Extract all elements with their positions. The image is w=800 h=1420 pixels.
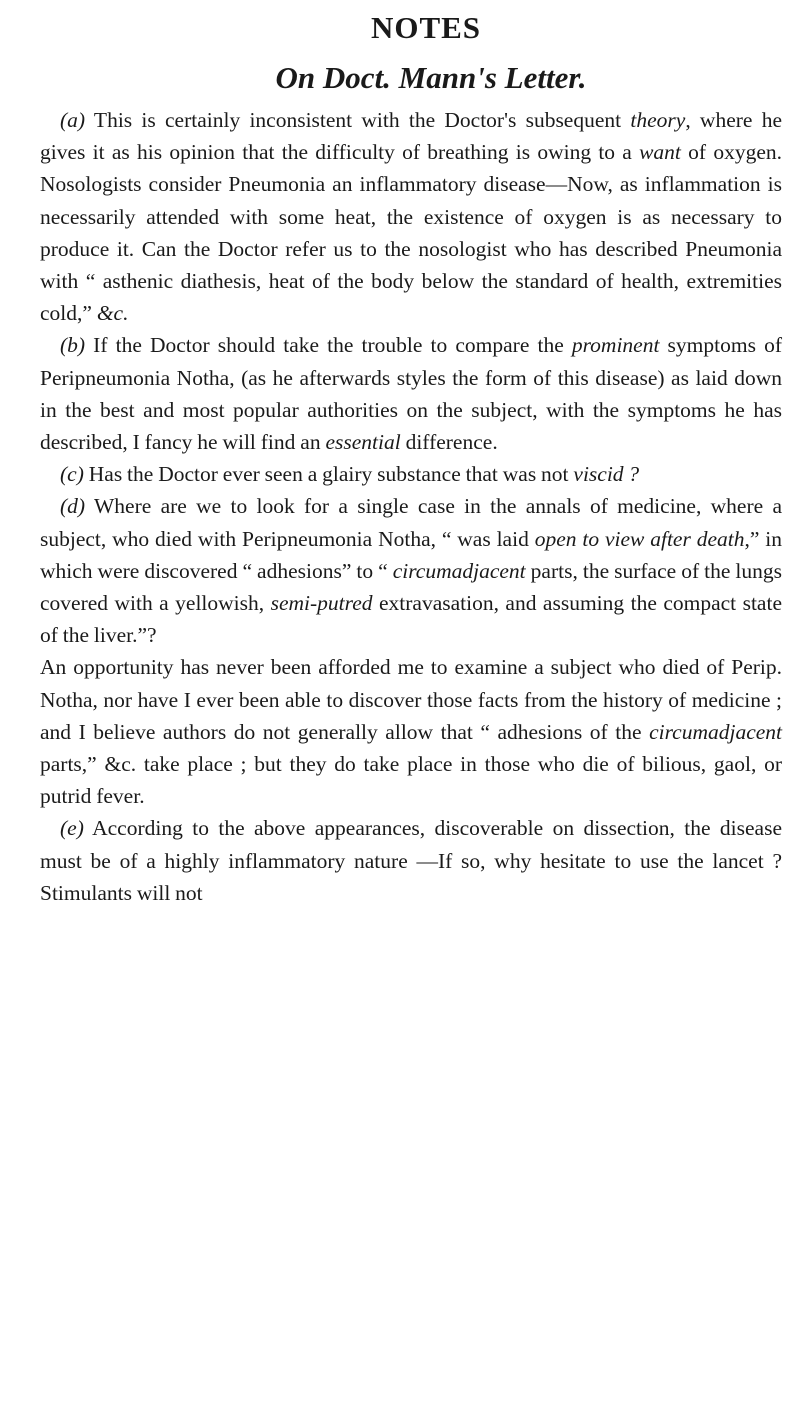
- note-text: Has the Doctor ever seen a glairy substance that was not: [83, 462, 574, 487]
- note-marker: (e): [60, 816, 84, 841]
- note-paragraph: [40, 812, 782, 909]
- italic-text: viscid ?: [573, 462, 640, 487]
- note-text: extravasation, and assuming the compact state of the liver.”?: [40, 591, 782, 648]
- italic-text: open to view after death: [534, 526, 745, 551]
- italic-text: &c.: [96, 301, 129, 326]
- note-text: An opportunity has never been afforded me to examine a subject who died of Perip. Notha, nor have I ever been able to discover those facts from the history of medicine ; and I believe authors do not generally allow that “ adhesions of the: [40, 655, 782, 744]
- italic-text: want: [639, 140, 681, 165]
- note-paragraph: [40, 651, 782, 812]
- note-text: According to the above appearances, discoverable on dissection, the disease must be of a highly inflammatory nature —If so, why hesitate to use the lancet ? Stimulants will not: [40, 816, 782, 905]
- note-marker: (d): [60, 494, 86, 519]
- note-text: , where he gives it as his opinion that the difficulty of breathing is owing to a: [40, 108, 782, 165]
- note-text: This is certainly inconsistent with the Doctor's subsequent: [85, 108, 631, 132]
- note-marker: (a): [60, 108, 86, 132]
- italic-text: circumadjacent: [649, 719, 782, 744]
- note-text: parts,” &c. take place ; but they do take place in those who die of bilious, gaol, or putrid fever.: [40, 752, 782, 809]
- note-text: parts, the surface of the lungs covered with a yellowish,: [40, 558, 782, 616]
- page-title: NOTES: [370, 10, 482, 45]
- italic-text: theory: [630, 108, 686, 132]
- note-paragraph: [40, 104, 782, 329]
- note-text: symptoms of Peripneumonia Notha, (as he afterwards styles the form of this disease) as laid down in the best and most popular authorities on the subject, with the symptoms he has described, I fancy he will find an: [40, 333, 782, 455]
- italic-text: prominent: [571, 333, 660, 358]
- section-subtitle: On Doct. Mann's Letter.: [275, 60, 587, 95]
- notes-body: [40, 104, 782, 909]
- note-marker: (c): [60, 462, 84, 487]
- italic-text: essential: [325, 430, 401, 455]
- note-text: Where are we to look for a single case in the annals of medicine, where a subject, who died with Peripneumonia Notha, “ was laid: [40, 494, 782, 551]
- note-text: If the Doctor should take the trouble to compare the: [85, 333, 572, 358]
- italic-text: circumadjacent: [392, 558, 526, 583]
- note-text: difference.: [400, 430, 498, 455]
- note-text: of oxygen. Nosologists consider Pneumonia an inflammatory disease—Now, as inflammation is necessarily attended with some heat, the existence of oxygen is as necessary to produce it. Can the Doctor refer us to the nosologist who has described Pneumonia with “ asthenic diathesis, heat of the body below the standard of health, extremities cold,”: [40, 140, 782, 326]
- note-marker: (b): [60, 333, 86, 358]
- note-text: ,” in which were discovered “ adhesions” to “: [40, 526, 782, 583]
- italic-text: semi-putred: [270, 591, 373, 616]
- note-paragraph: [40, 329, 782, 458]
- note-paragraph: [40, 458, 782, 490]
- note-paragraph: [40, 490, 782, 651]
